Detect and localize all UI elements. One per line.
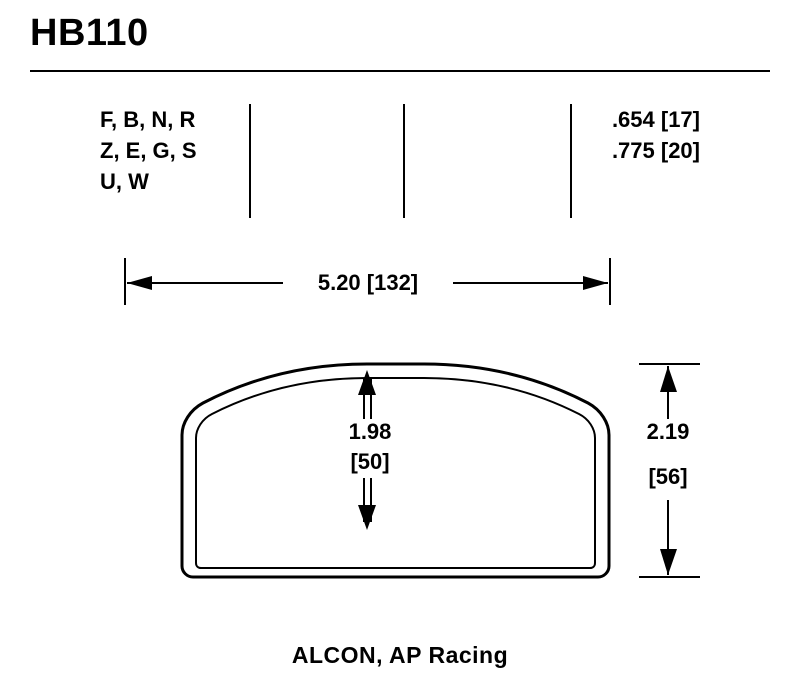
thickness-row: .654 [17] [611,107,700,132]
center-height-mm-label: [50] [312,449,428,475]
compound-row: F, B, N, R [100,107,196,132]
thickness-row: .775 [20] [611,138,700,163]
compound-row: Z, E, G, S [100,138,197,163]
height-mm-label: [56] [612,464,724,490]
compound-row: U, W [100,169,149,194]
part-number: HB110 [30,12,149,54]
width-dimension-label: 5.20 [132] [283,270,453,296]
height-arrow-up [660,366,677,392]
height-inches-label: 2.19 [612,419,724,445]
center-height-inches-label: 1.98 [312,419,428,445]
height-arrow-down [660,549,677,575]
application-label: ALCON, AP Racing [291,642,509,668]
arrow-right [583,276,608,290]
arrow-left [127,276,152,290]
